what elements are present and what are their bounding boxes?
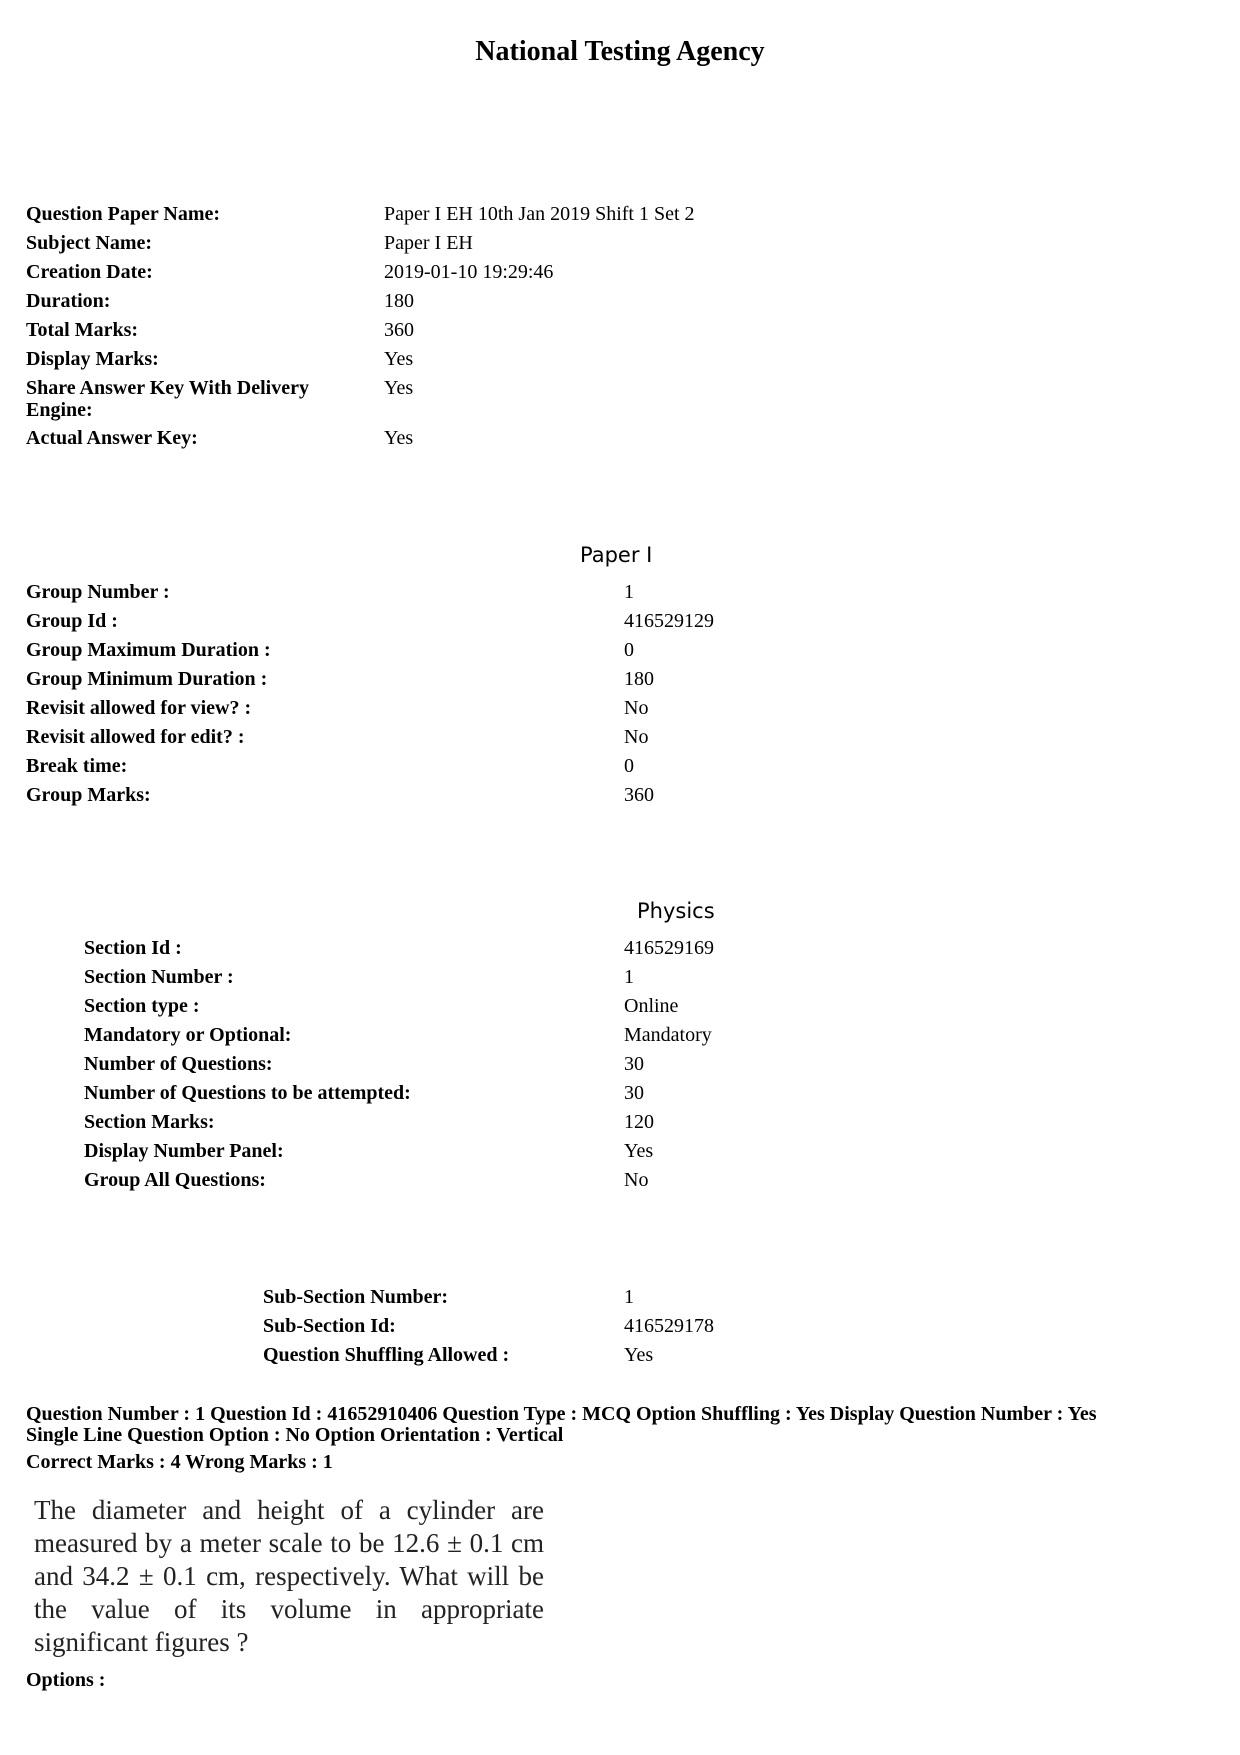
field-value: 2019-01-10 19:29:46 — [384, 261, 554, 283]
field-label: Sub-Section Id: — [263, 1315, 396, 1337]
field-value: No — [624, 1169, 649, 1191]
field-value: 180 — [624, 668, 654, 690]
field-label: Question Paper Name: — [26, 203, 221, 225]
group-row — [26, 726, 1026, 748]
field-value: 0 — [624, 755, 634, 777]
group-row — [26, 610, 1026, 632]
field-label: Section Number : — [84, 966, 234, 988]
field-label: Subject Name: — [26, 232, 153, 254]
field-value: No — [624, 726, 649, 748]
section-row — [84, 966, 984, 988]
field-label: Revisit allowed for view? : — [26, 697, 252, 719]
field-value: 416529169 — [624, 937, 714, 959]
section-heading: Physics — [637, 899, 715, 923]
field-label: Number of Questions: — [84, 1053, 273, 1075]
field-value: 30 — [624, 1053, 644, 1075]
section-row — [84, 995, 984, 1017]
field-value: Paper I EH — [384, 232, 473, 254]
field-label: Group All Questions: — [84, 1169, 266, 1191]
field-value: Online — [624, 995, 679, 1017]
question-text: The diameter and height of a cylinder are measured by a meter scale to be 12.6 ± 0.1 cm and 34.2 ± 0.1 cm, respectively. What will be the value of its volume in appropriate significant figures ? — [34, 1495, 544, 1657]
field-label: Share Answer Key With Delivery Engine: — [26, 377, 309, 421]
paper-row — [26, 261, 1026, 283]
field-label: Section Id : — [84, 937, 182, 959]
field-label: Group Number : — [26, 581, 170, 603]
field-value: 416529178 — [624, 1315, 714, 1337]
field-value: 416529129 — [624, 610, 714, 632]
field-value: Paper I EH 10th Jan 2019 Shift 1 Set 2 — [384, 203, 695, 225]
page-title: National Testing Agency — [475, 36, 765, 67]
field-label: Display Number Panel: — [84, 1140, 284, 1162]
field-label: Section Marks: — [84, 1111, 215, 1133]
field-label: Total Marks: — [26, 319, 139, 341]
field-value: 1 — [624, 581, 634, 603]
field-label: Number of Questions to be attempted: — [84, 1082, 411, 1104]
subsection-row — [263, 1344, 963, 1366]
question-meta-options: Single Line Question Option : No Option Orientation : Vertical — [26, 1424, 564, 1446]
section-row — [84, 937, 984, 959]
field-value: No — [624, 697, 649, 719]
section-row — [84, 1053, 984, 1075]
group-row — [26, 639, 1026, 661]
section-row — [84, 1140, 984, 1162]
field-label: Question Shuffling Allowed : — [263, 1344, 510, 1366]
field-value: 1 — [624, 966, 634, 988]
field-value: 0 — [624, 639, 634, 661]
field-label: Mandatory or Optional: — [84, 1024, 292, 1046]
field-label: Group Id : — [26, 610, 118, 632]
field-value: Mandatory — [624, 1024, 712, 1046]
paper-row — [26, 348, 1026, 370]
paper-row — [26, 427, 1026, 449]
field-label: Section type : — [84, 995, 200, 1017]
field-value: Yes — [624, 1140, 654, 1162]
section-row — [84, 1082, 984, 1104]
field-value: 360 — [624, 784, 654, 806]
paper-row — [26, 319, 1026, 341]
subsection-row — [263, 1286, 963, 1308]
field-value: 120 — [624, 1111, 654, 1133]
field-value: Yes — [384, 427, 414, 449]
field-label: Break time: — [26, 755, 128, 777]
field-value: 1 — [624, 1286, 634, 1308]
group-row — [26, 784, 1026, 806]
group-row — [26, 755, 1026, 777]
subsection-row — [263, 1315, 963, 1337]
paper-row — [26, 377, 1026, 421]
field-value: 360 — [384, 319, 414, 341]
field-label: Display Marks: — [26, 348, 159, 370]
options-label: Options : — [26, 1669, 106, 1691]
section-row — [84, 1024, 984, 1046]
field-value: Yes — [384, 377, 414, 399]
field-value: Yes — [624, 1344, 654, 1366]
field-value: 30 — [624, 1082, 644, 1104]
paper-row — [26, 232, 1026, 254]
question-meta: Question Number : 1 Question Id : 41652910406 Question Type : MCQ Option Shuffling : Yes Display Question Number : Yes — [26, 1403, 1097, 1425]
group-row — [26, 581, 1026, 603]
section-row — [84, 1111, 984, 1133]
group-row — [26, 668, 1026, 690]
paper-row — [26, 203, 1026, 225]
field-label: Creation Date: — [26, 261, 153, 283]
field-label: Group Marks: — [26, 784, 151, 806]
paper-row — [26, 290, 1026, 312]
field-value: Yes — [384, 348, 414, 370]
field-label: Group Maximum Duration : — [26, 639, 271, 661]
field-label: Duration: — [26, 290, 111, 312]
section-row — [84, 1169, 984, 1191]
field-label: Revisit allowed for edit? : — [26, 726, 245, 748]
group-row — [26, 697, 1026, 719]
field-label: Actual Answer Key: — [26, 427, 198, 449]
group-heading: Paper I — [580, 543, 653, 567]
question-marks: Correct Marks : 4 Wrong Marks : 1 — [26, 1451, 333, 1473]
field-label: Sub-Section Number: — [263, 1286, 449, 1308]
field-label: Group Minimum Duration : — [26, 668, 268, 690]
field-value: 180 — [384, 290, 414, 312]
